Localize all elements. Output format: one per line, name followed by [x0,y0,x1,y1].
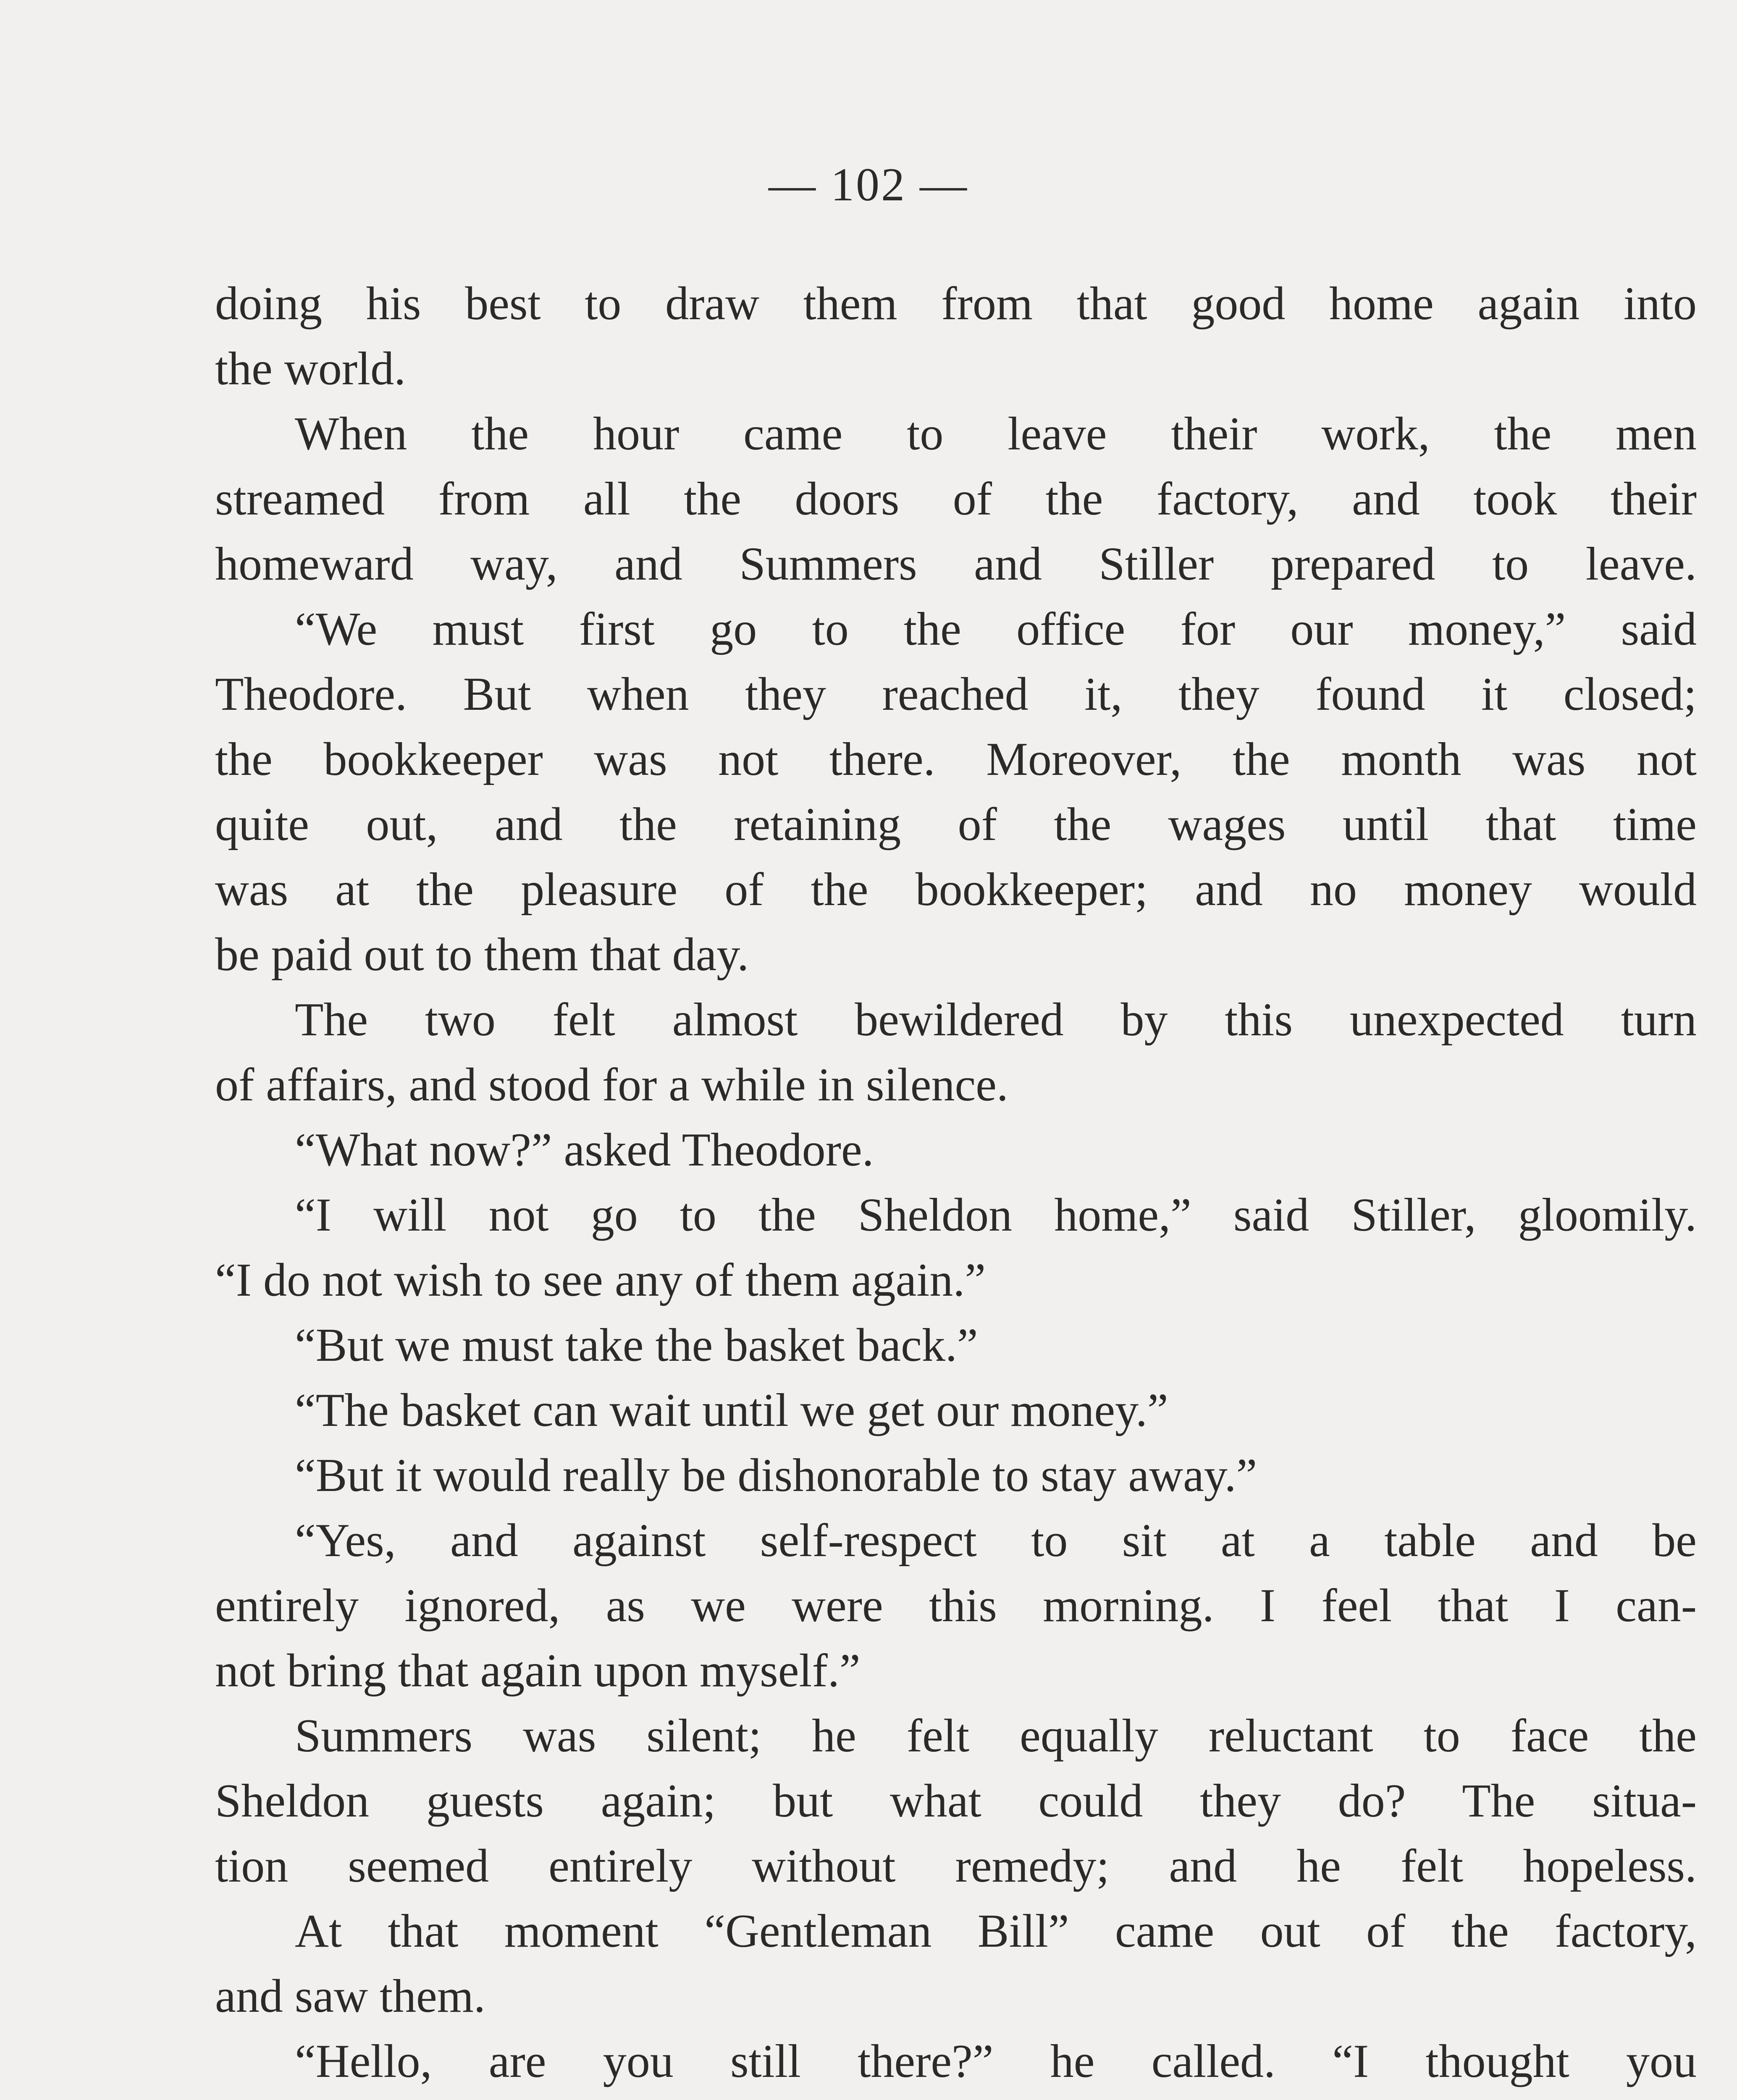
text-line: “The basket can wait until we get our money.” [295,1384,1168,1436]
text-line: homeward way, and Summers and Stiller prepared to leave. [215,538,1697,590]
text-line: tion seemed entirely without remedy; and he felt hopeless. [215,1840,1697,1892]
text-line: “I will not go to the Sheldon home,” said Stiller, gloomily. [295,1189,1697,1241]
text-line: Sheldon guests again; but what could they do? The situa- [215,1775,1697,1827]
text-line: doing his best to draw them from that good home again into [215,278,1697,330]
text-line: “But we must take the basket back.” [295,1319,978,1371]
text-line: “I do not wish to see any of them again.” [215,1254,986,1306]
text-line: “Hello, are you still there?” he called. “I thought you [295,2035,1697,2087]
text-line: At that moment “Gentleman Bill” came out of the factory, [295,1905,1697,1957]
text-line: of affairs, and stood for a while in silence. [215,1059,1008,1111]
text-line: “What now?” asked Theodore. [295,1124,874,1176]
text-line: streamed from all the doors of the factory, and took their [215,473,1697,525]
text-line: the world. [215,343,406,395]
text-line: When the hour came to leave their work, the men [295,408,1697,460]
text-line: not bring that again upon myself.” [215,1645,861,1697]
text-line: Summers was silent; he felt equally reluctant to face the [295,1710,1697,1762]
text-line: “Yes, and against self-respect to sit at a table and be [295,1515,1697,1567]
text-line: “But it would really be dishonorable to stay away.” [295,1449,1257,1502]
text-line: entirely ignored, as we were this morning. I feel that I can- [215,1580,1697,1632]
text-line: be paid out to them that day. [215,929,749,981]
text-line: and saw them. [215,1970,485,2022]
text-line [215,2094,1697,2100]
text-line: The two felt almost bewildered by this unexpected turn [295,994,1697,1046]
text-line: was at the pleasure of the bookkeeper; and no money would [215,864,1697,916]
text-line: the bookkeeper was not there. Moreover, the month was not [215,733,1697,785]
body-text [215,271,1697,2100]
text-line: Theodore. But when they reached it, they found it closed; [215,668,1697,720]
page-number: — 102 — [769,159,968,211]
text-line: “We must first go to the office for our money,” said [295,603,1697,655]
text-line: quite out, and the retaining of the wages until that time [215,798,1697,850]
